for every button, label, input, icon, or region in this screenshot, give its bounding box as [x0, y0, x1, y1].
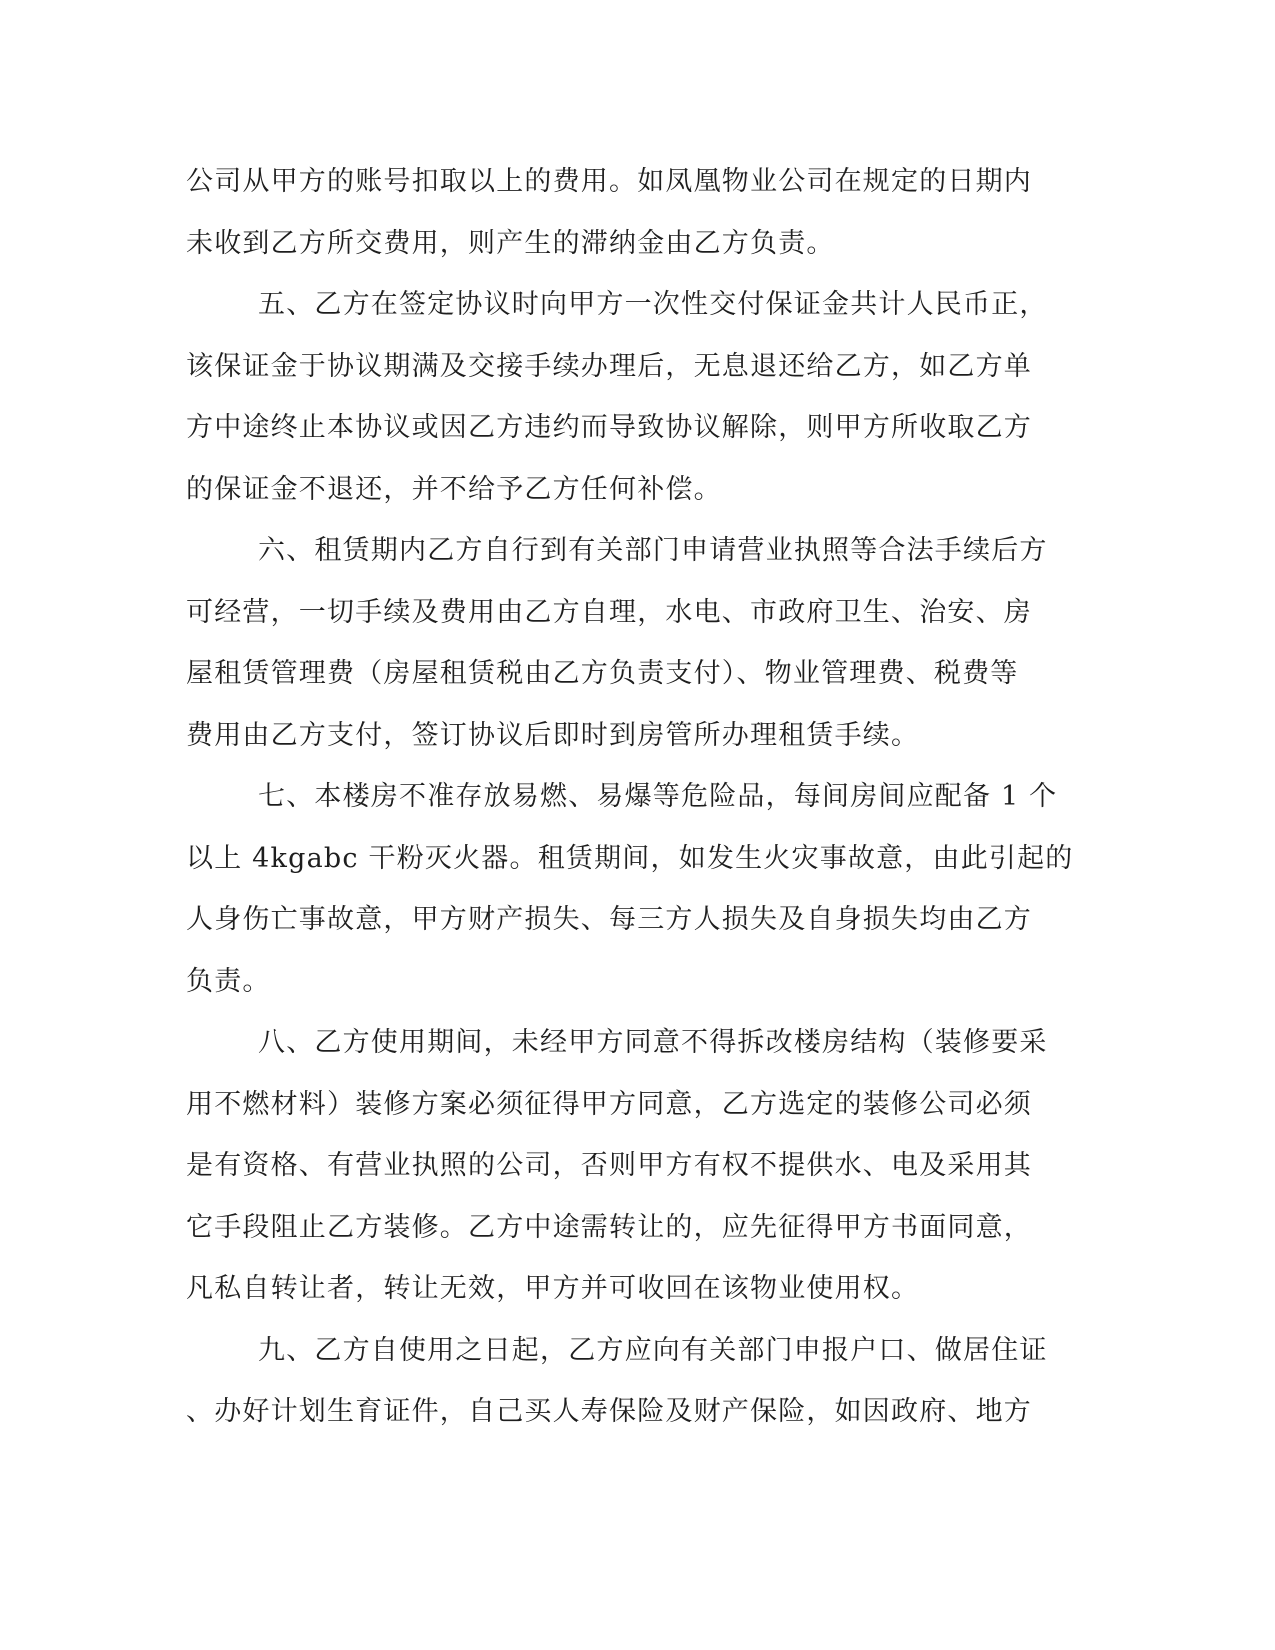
text-line: 是有资格、有营业执照的公司，否则甲方有权不提供水、电及采用其 — [186, 1150, 1032, 1181]
clause-5-start: 五、乙方在签定协议时向甲方一次性交付保证金共计人民币正， — [258, 289, 1048, 320]
text-line: 负责。 — [186, 965, 271, 997]
document-body — [186, 162, 1086, 1454]
text-line: 方中途终止本协议或因乙方违约而导致协议解除，则甲方所收取乙方 — [186, 412, 1032, 443]
clause-6-start: 六、租赁期内乙方自行到有关部门申请营业执照等合法手续后方 — [258, 535, 1048, 566]
text-line: 费用由乙方支付，签订协议后即时到房管所办理租赁手续。 — [186, 719, 920, 751]
text-line: 、办好计划生育证件，自己买人寿保险及财产保险，如因政府、地方 — [186, 1396, 1032, 1427]
text-line: 未收到乙方所交费用，则产生的滞纳金由乙方负责。 — [186, 227, 835, 259]
text-line: 以上 4kgabc 干粉灭火器。租赁期间，如发生火灾事故意，由此引起的 — [186, 842, 1074, 874]
text-line: 用不燃材料）装修方案必须征得甲方同意，乙方选定的装修公司必须 — [186, 1088, 1032, 1120]
text-line: 该保证金于协议期满及交接手续办理后，无息退还给乙方，如乙方单 — [186, 350, 1032, 382]
clause-7-start: 七、本楼房不准存放易燃、易爆等危险品，每间房间应配备 1 个 — [258, 781, 1058, 812]
text-line: 凡私自转让者，转让无效，甲方并可收回在该物业使用权。 — [186, 1273, 920, 1304]
text-line: 公司从甲方的账号扣取以上的费用。如凤凰物业公司在规定的日期内 — [186, 166, 1032, 197]
clause-8-start: 八、乙方使用期间，未经甲方同意不得拆改楼房结构（装修要采 — [258, 1027, 1048, 1058]
text-line: 的保证金不退还，并不给予乙方任何补偿。 — [186, 473, 722, 505]
text-line: 人身伤亡事故意，甲方财产损失、每三方人损失及自身损失均由乙方 — [186, 904, 1032, 935]
text-line: 屋租赁管理费（房屋租赁税由乙方负责支付）、物业管理费、税费等 — [186, 658, 1019, 689]
clause-9-start: 九、乙方自使用之日起，乙方应向有关部门申报户口、做居住证 — [258, 1334, 1048, 1366]
text-line: 可经营，一切手续及费用由乙方自理，水电、市政府卫生、治安、房 — [186, 596, 1032, 628]
text-line: 它手段阻止乙方装修。乙方中途需转让的，应先征得甲方书面同意， — [186, 1211, 1032, 1243]
